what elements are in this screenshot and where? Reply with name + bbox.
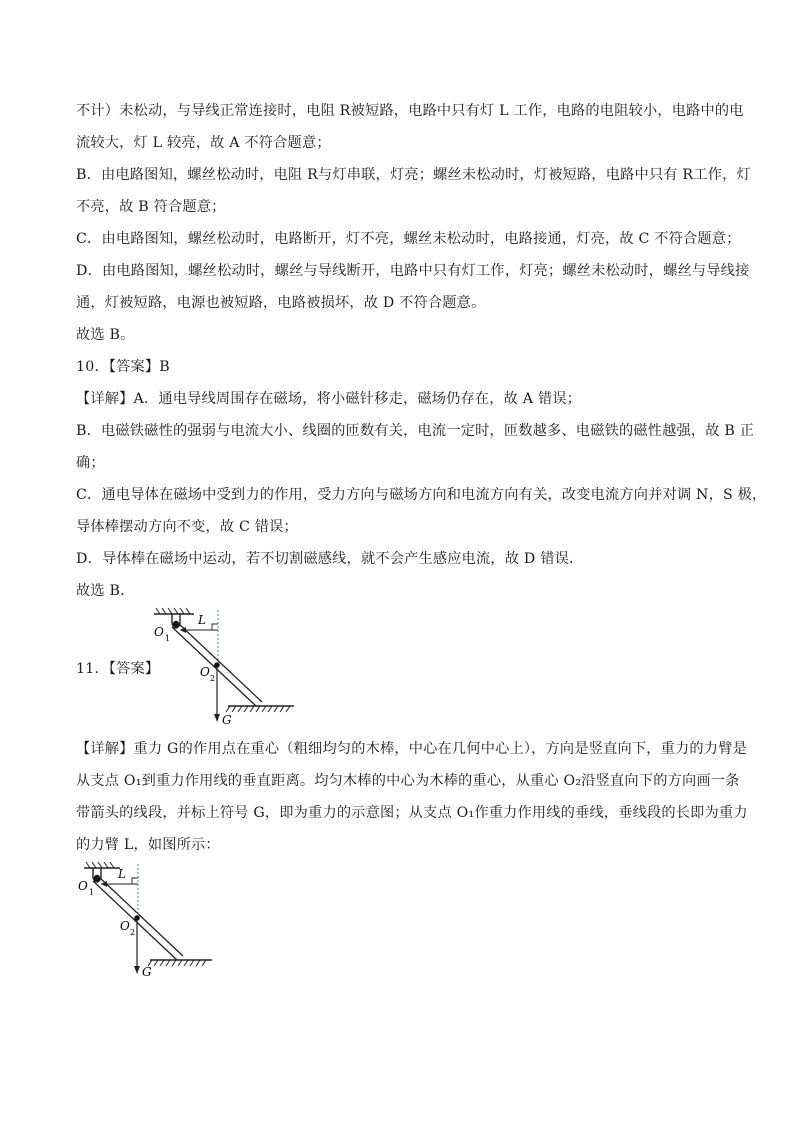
svg-text:O: O: [120, 919, 130, 933]
svg-text:2: 2: [130, 928, 136, 937]
svg-text:1: 1: [89, 888, 95, 897]
right-angle-mark: [212, 624, 218, 630]
text-line: C．由电路图知，螺丝松动时，电路断开，灯不亮，螺丝未松动时，电路接通，灯亮，故 C 不符合题意；: [76, 231, 741, 247]
svg-text:L: L: [118, 867, 126, 881]
text-line: B．电磁铁磁性的强弱与电流大小、线圈的匝数有关，电流一定时，匝数越多、电磁铁的磁性越强，故 B 正: [76, 423, 755, 439]
text-line: 不亮，故 B 符合题意；: [76, 199, 226, 215]
floor: [226, 706, 294, 712]
text-line: 10．【答案】B: [76, 359, 170, 375]
lever-diagram-explanation: [76, 860, 236, 980]
text-line: C．通电导体在磁场中受到力的作用，受力方向与磁场方向和电流方向有关，改变电流方向并对调 N，S 极，: [76, 487, 767, 503]
text-line: 从支点 O₁到重力作用线的垂直距离。均匀木棒的中心为木棒的重心，从重心 O₂沿竖直向下的方向画一条: [76, 773, 740, 789]
text-line: 带箭头的线段，并标上符号 G，即为重力的示意图；从支点 O₁作重力作用线的垂线，垂线段的长即为重力: [76, 805, 748, 821]
label-l: L: [198, 613, 206, 627]
label-o1: O: [154, 625, 164, 639]
lever-diagram-answer: [150, 606, 310, 726]
label-o1-sub: 1: [165, 634, 171, 643]
text-line: 【详解】重力 G的作用点在重心（粗细均匀的木棒，中心在几何中心上），方向是竖直向下，重力的力臂是: [76, 741, 747, 757]
text-line: 故选 B。: [76, 327, 135, 343]
label-o2-sub: 2: [210, 674, 216, 683]
text-line: D．导体棒在磁场中运动，若不切割磁感线，就不会产生感应电流，故 D 错误．: [76, 551, 584, 567]
text-line: 【详解】A．通电导线周围存在磁场，将小磁针移走，磁场仍存在，故 A 错误；: [76, 391, 582, 407]
svg-text:O: O: [78, 879, 88, 893]
text-line: D．由电路图知，螺丝松动时，螺丝与导线断开，电路中只有灯工作，灯亮；螺丝未松动时，螺丝与导线接: [76, 263, 750, 279]
text-line: 的力臂 L，如图所示：: [76, 837, 220, 853]
svg-text:G: G: [142, 965, 152, 979]
text-line: 不计）未松动，与导线正常连接时，电阻 R被短路，电路中只有灯 L 工作，电路的电阻较小，电路中的电: [76, 103, 744, 119]
text-line: 确；: [76, 455, 105, 471]
label-o2: O: [200, 665, 210, 679]
text-line: B．由电路图知，螺丝松动时，电阻 R与灯串联，灯亮；螺丝未松动时，灯被短路，电路中只有 R工作，灯: [76, 167, 751, 183]
text-line: 流较大，灯 L 较亮，故 A 不符合题意；: [76, 135, 331, 151]
text-line: 通，灯被短路，电源也被短路，电路被损坏，故 D 不符合题意。: [76, 295, 486, 311]
text-line: 故选 B．: [76, 583, 135, 599]
text-line: 11．【答案】: [76, 661, 160, 677]
label-g: G: [222, 713, 232, 727]
text-line: 导体棒摆动方向不变，故 C 错误；: [76, 519, 298, 535]
